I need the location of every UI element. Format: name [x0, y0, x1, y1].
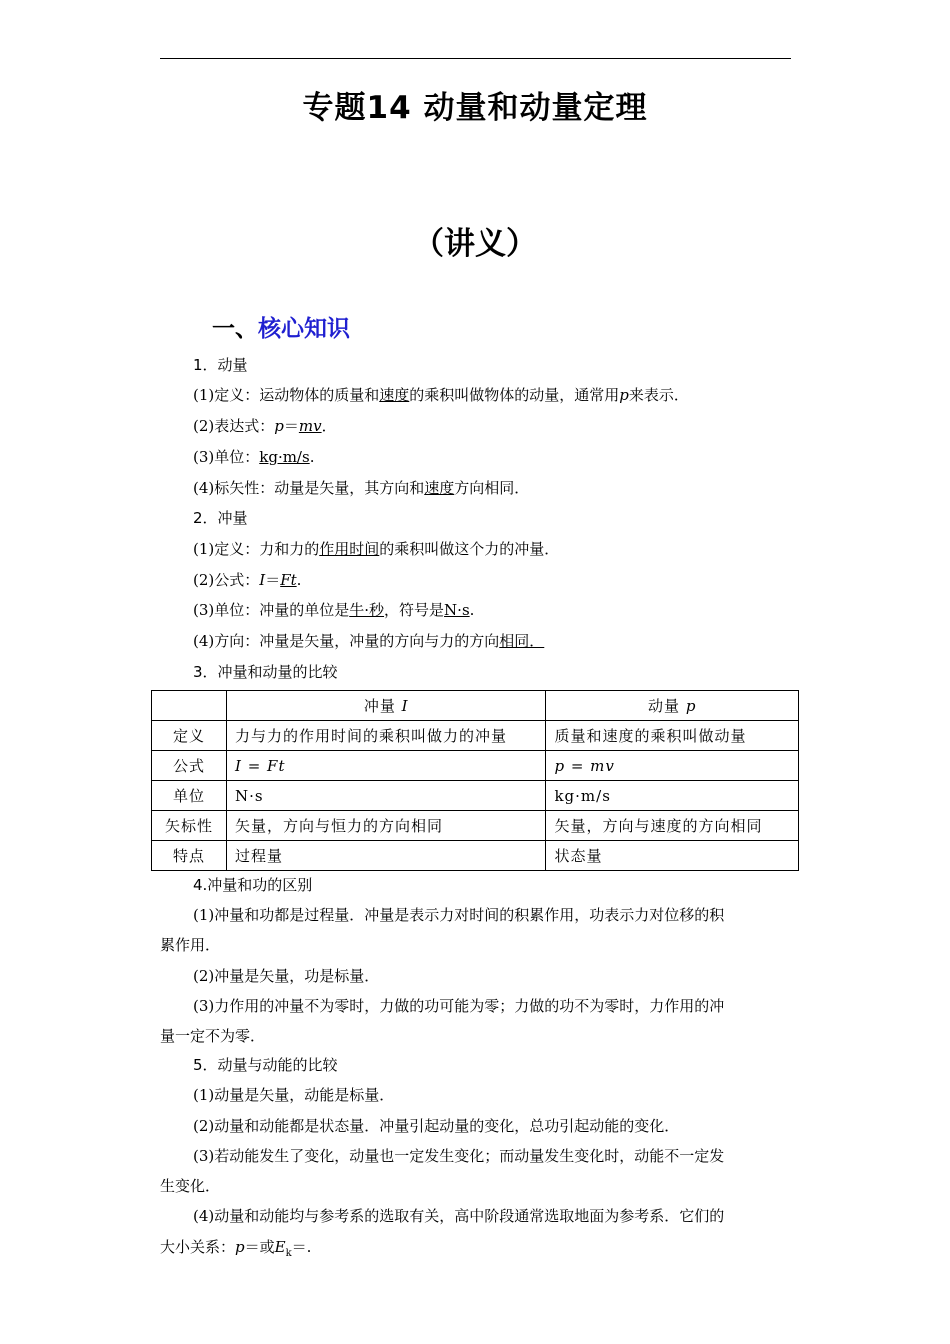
- impulse-heading: 2．冲量: [193, 509, 248, 527]
- momentum-energy-point-3a: (3)若动能发生了变化，动量也一定发生变化；而动量发生变化时，动能不一定发: [193, 1147, 725, 1165]
- impulse-column-header: 冲量 I: [227, 691, 546, 721]
- table-corner-cell: [152, 691, 227, 721]
- impulse-work-point-3a: (3)力作用的冲量不为零时，力做的功可能为零；力做的功不为零时，力作用的冲: [193, 997, 725, 1015]
- impulse-unit: (3)单位：冲量的单位是牛·秒，符号是N·s.: [193, 601, 475, 619]
- page-title: 专题14 动量和动量定理: [302, 90, 648, 126]
- momentum-cell: 状态量: [546, 841, 799, 871]
- table-row: [152, 841, 799, 871]
- table-row: [152, 781, 799, 811]
- momentum-cell: 矢量，方向与速度的方向相同: [546, 811, 799, 841]
- impulse-formula: (2)公式：I＝Ft.: [193, 571, 302, 589]
- impulse-work-point-1b: 累作用．: [160, 936, 221, 954]
- impulse-cell: 力与力的作用时间的乘积叫做力的冲量: [227, 721, 546, 751]
- impulse-work-point-3b: 量一定不为零．: [160, 1027, 266, 1045]
- momentum-energy-point-1: (1)动量是矢量，动能是标量．: [193, 1086, 395, 1104]
- impulse-work-point-1a: (1)冲量和功都是过程量．冲量是表示力对时间的积累作用，功表示力对位移的积: [193, 906, 725, 924]
- section-label: 核心知识: [258, 316, 350, 342]
- table-row: [152, 751, 799, 781]
- momentum-energy-heading: 5．动量与动能的比较: [193, 1056, 338, 1074]
- momentum-energy-point-4a: (4)动量和动能均与参考系的选取有关，高中阶段通常选取地面为参考系．它们的: [193, 1207, 725, 1225]
- momentum-definition: (1)定义：运动物体的质量和速度的乘积叫做物体的动量，通常用p来表示．: [193, 386, 689, 404]
- momentum-expression: (2)表达式：p＝mv．: [193, 417, 337, 435]
- momentum-heading: 1．动量: [193, 356, 248, 374]
- header-rule: [160, 58, 791, 59]
- momentum-cell: p = mv: [546, 751, 799, 781]
- impulse-cell: 过程量: [227, 841, 546, 871]
- momentum-unit: (3)单位：kg·m/s.: [193, 448, 315, 466]
- row-label: 矢标性: [152, 811, 227, 841]
- impulse-cell: I = Ft: [227, 751, 546, 781]
- impulse-direction: (4)方向：冲量是矢量，冲量的方向与力的方向相同．: [193, 632, 545, 650]
- table-header-row: [152, 691, 799, 721]
- row-label: 特点: [152, 841, 227, 871]
- impulse-definition: (1)定义：力和力的作用时间的乘积叫做这个力的冲量．: [193, 540, 560, 558]
- momentum-cell: kg·m/s: [546, 781, 799, 811]
- impulse-cell: 矢量，方向与恒力的方向相同: [227, 811, 546, 841]
- table-row: [152, 721, 799, 751]
- section-heading: [212, 310, 350, 343]
- comparison-heading: 3．冲量和动量的比较: [193, 663, 338, 681]
- impulse-work-heading: 4.冲量和功的区别: [193, 876, 313, 894]
- momentum-energy-point-4b: 大小关系：p＝或$E_k=$.: [160, 1238, 312, 1259]
- momentum-cell: 质量和速度的乘积叫做动量: [546, 721, 799, 751]
- momentum-energy-point-2: (2)动量和动能都是状态量．冲量引起动量的变化，总功引起动能的变化．: [193, 1117, 680, 1135]
- section-number: 一、: [212, 316, 258, 342]
- momentum-energy-point-3b: 生变化．: [160, 1177, 221, 1195]
- impulse-cell: N·s: [227, 781, 546, 811]
- row-label: 公式: [152, 751, 227, 781]
- momentum-vector: (4)标矢性：动量是矢量，其方向和速度方向相同．: [193, 479, 530, 497]
- row-label: 定义: [152, 721, 227, 751]
- page-subtitle: （讲义）: [413, 226, 537, 262]
- row-label: 单位: [152, 781, 227, 811]
- impulse-work-point-2: (2)冲量是矢量，功是标量．: [193, 967, 380, 985]
- table-row: [152, 811, 799, 841]
- momentum-column-header: 动量 p: [546, 691, 799, 721]
- comparison-table: [151, 690, 799, 871]
